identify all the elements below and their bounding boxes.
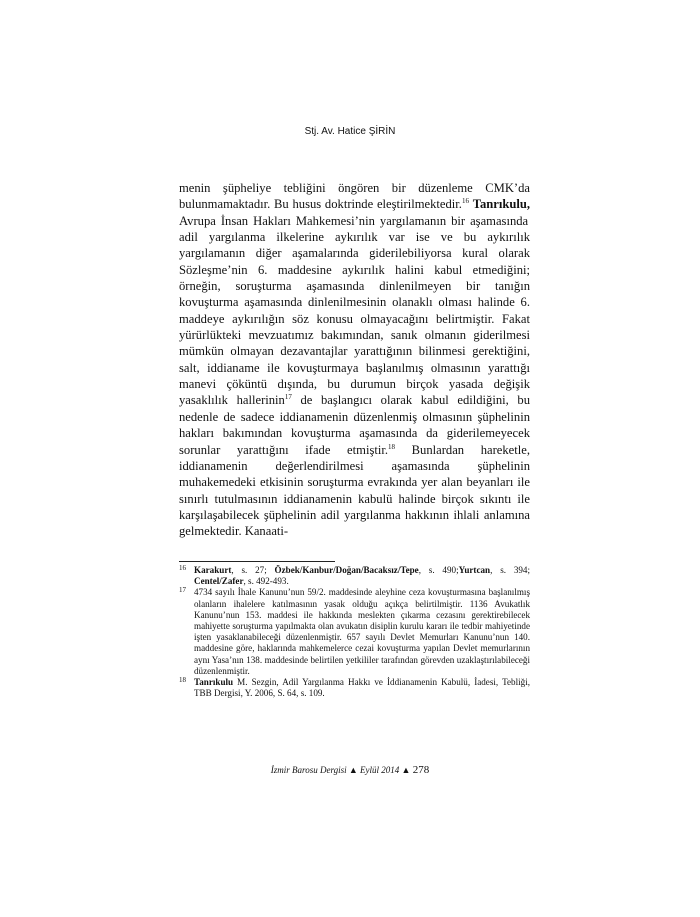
footnote-number: 17 <box>179 586 186 595</box>
footnote-18 <box>179 677 530 699</box>
footnote-number: 16 <box>179 564 186 572</box>
footnote-number: 18 <box>179 676 186 685</box>
footnote-divider <box>179 561 335 562</box>
footnote-text: 4734 sayılı İhale Kanunu’nun 59/2. maddesinde aleyhine ceza kovuşturmasına başlanılmış olanların ihalelere katılmasının yasak olduğu açıkça belirtilmiştir. 1136 Avukatlık Kanunu’nun 153. maddesi ile hakkında meslekten çıkarma cezasını gerektirebilecek mahiyette soruşturma yapılmakta olan avukatın disiplin kurulu kararı ile tedbir mahiyetinde işten yasaklanabileceği düzenlenmiştir. 657 sayılı Devlet Memurları Kanunu’nun 140. maddesine göre, haklarında mahkemelerce cezai kovuşturma yapılan Devlet memurlarının aynı Yasa’nın 138. maddesinde belirtilen yetkililer tarafından görevden uzaklaştırılabileceği düzenlenmiştir. <box>194 587 530 676</box>
separator-triangle-icon: ▲ <box>348 765 358 775</box>
cited-author: Özbek/Kanbur/Doğan/Bacaksız/Tepe <box>274 565 419 575</box>
body-segment: Avrupa İnsan Hakları Mahkemesi’nin yargılamanın bir aşamasında adil yargılanma ilkelerine aykırılık var ise ve bu aykırılık yargılamanın diğer aşamalarında giderilebiliyorsa kural olarak Sözleşme’nin 6. maddesine aykırılık halini kabul etmediğini; örneğin, soruşturma aşamasında dinlenilmeyen bir tanığın kovuşturma aşamasında dinlenilmesinin olanaklı olması halinde 6. maddeye aykırılığın söz konusu olmayacağını belirtmiştir. Fakat yürürlükteki mevzuatımız bakımından, sanık olmanın giderilmesi mümkün olmayan dezavantajlar yarattığının bilinmesi gerektiğini, salt, iddianame ile kovuşturmaya başlanılmış olmasının yarattığı manevi çöküntü dışında, bu durumun birçok yasada değişik yasaklılık hallerinin <box>179 213 530 408</box>
body-segment: menin şüpheliye tebliğini öngören bir düzenleme CMK’da bulunmamaktadır. Bu husus doktrinde eleştirilmektedir. <box>179 181 530 212</box>
footnote-text: M. Sezgin, Adil Yargılanma Hakkı ve İddianamenin Kabulü, İadesi, Tebliği, TBB Dergisi, Y. 2006, S. 64, s. 109. <box>194 677 530 699</box>
footnote-16 <box>179 565 530 587</box>
body-segment: Bunlardan hareketle, iddianamenin değerlendirilmesi aşamasında şüphelinin muhakemedeki etkisinin soruşturma evrakında yer alan beyanları ile sınırlı tutulmasının iddianamenin kabulü halinde birçok sıkıntı ile karşılaşabilecek şüphelinin adil yargılanma hakkının ihlali anlamına gelmektedir. Kanaati- <box>179 442 530 539</box>
body-paragraph <box>179 180 530 540</box>
body-segment: de başlangıcı olarak kabul edildiğini, bu nedenle de sadece iddianamenin düzenlenmiş olmasının şüphelinin hakları bakımından kovuşturma aşamasında da giderilemeyecek sorunlar yarattığını ifade etmiştir. <box>179 393 531 457</box>
footnote-text: , s. 394; <box>490 565 530 575</box>
body-text <box>179 180 530 540</box>
footnote-ref-16: 16 <box>461 197 469 206</box>
page-number: 278 <box>412 764 430 776</box>
separator-triangle-icon: ▲ <box>401 765 411 775</box>
footnote-text: , s. 490; <box>418 565 459 575</box>
footnote-ref-18: 18 <box>388 442 395 451</box>
footnote-17 <box>179 587 530 677</box>
issue-date: Eylül 2014 <box>360 765 400 775</box>
cited-author: Karakurt <box>194 565 232 575</box>
footnote-ref-17: 17 <box>284 393 292 402</box>
journal-name: İzmir Barosu Dergisi <box>270 765 347 775</box>
footnotes <box>179 565 530 699</box>
author-name: Tanrıkulu, <box>472 197 530 212</box>
cited-author: Centel/Zafer <box>194 576 244 587</box>
cited-author: Yurtcan <box>458 565 491 575</box>
running-header: Stj. Av. Hatice ŞİRİN <box>304 126 396 137</box>
page-footer <box>0 764 700 776</box>
footnote-text: , s. 27; <box>231 565 275 575</box>
cited-author: Tanrıkulu <box>194 677 234 688</box>
footnote-text: , s. 492-493. <box>243 576 289 587</box>
